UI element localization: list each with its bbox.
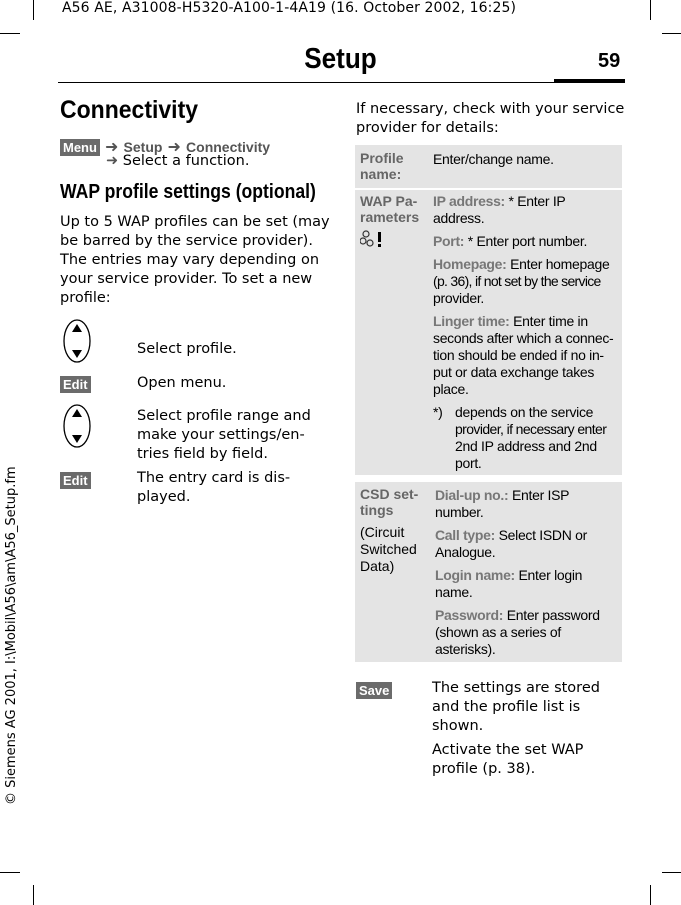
row-text: Enter/change name. xyxy=(433,151,554,167)
path-select-line xyxy=(106,152,249,171)
label-line: tings xyxy=(360,502,394,518)
sublabel-line: Data) xyxy=(360,558,395,574)
footnote xyxy=(433,404,619,472)
save-softkey xyxy=(356,680,392,699)
crop-mark xyxy=(0,872,20,873)
activate-line: Activate the set WAP xyxy=(432,742,584,758)
sublabel-line: Switched xyxy=(360,541,417,557)
network-warning-icon xyxy=(360,230,384,248)
footnote-mark: *) xyxy=(433,404,443,420)
save-line: shown. xyxy=(432,718,484,734)
path-select-text: Select a function. xyxy=(122,153,250,169)
step-line: Select profile range and xyxy=(137,408,311,424)
footnote-text xyxy=(455,404,619,472)
row-label xyxy=(360,486,418,518)
field-text: number. xyxy=(435,504,484,520)
row-text xyxy=(435,487,621,664)
step-line: tries field by field. xyxy=(137,446,268,462)
crop-mark xyxy=(0,33,20,34)
field-label: Homepage: xyxy=(433,256,507,272)
dial-up-entry xyxy=(435,487,621,521)
step-line: make your settings/en- xyxy=(137,427,305,443)
crop-mark xyxy=(662,33,681,34)
side-copyright: © Siemens AG 2001, I:\Mobil\A56\am\A56_Setup.fm xyxy=(4,466,19,805)
step-select-range xyxy=(137,407,311,464)
right-intro xyxy=(356,100,624,138)
page-title: Setup xyxy=(304,43,377,75)
intro-line: Up to 5 WAP profiles can be set (may xyxy=(60,214,330,230)
save-line: The settings are stored xyxy=(432,680,600,696)
field-text: put or data exchange takes xyxy=(433,364,595,380)
port-entry xyxy=(433,233,619,250)
ip-address-entry xyxy=(433,193,619,227)
field-text: Analogue. xyxy=(435,544,496,560)
field-text: name. xyxy=(435,584,473,600)
navigation-key-icon xyxy=(60,403,94,449)
field-text: place. xyxy=(433,381,469,397)
edit-softkey xyxy=(60,470,91,489)
field-text: * Enter IP xyxy=(508,193,566,209)
crop-mark xyxy=(650,885,651,905)
save-line: and the profile list is xyxy=(432,699,581,715)
save-softkey-label: Save xyxy=(356,682,392,699)
table-row-wap-parameters xyxy=(355,190,622,475)
crop-mark xyxy=(650,0,651,20)
row-label xyxy=(360,193,419,225)
step-line: The entry card is dis- xyxy=(137,470,291,486)
step-open-menu: Open menu. xyxy=(137,375,227,391)
field-text: tion should be ended if no in- xyxy=(433,347,604,363)
label-line: CSD set- xyxy=(360,486,419,502)
path-setup: Setup xyxy=(123,139,163,155)
field-text: Enter password xyxy=(506,607,600,623)
row-label xyxy=(360,150,404,182)
field-text: (p. 36), if not set by the service xyxy=(433,273,601,289)
footnote-line: 2nd IP address and 2nd xyxy=(455,438,597,454)
subheading: WAP profile settings (optional) xyxy=(60,181,316,203)
intro-line: profile: xyxy=(60,290,111,306)
menu-softkey: Menu xyxy=(60,139,100,156)
label-line: WAP Pa- xyxy=(360,193,418,209)
activate-description xyxy=(432,741,583,779)
intro-line: be barred by the service provider). xyxy=(60,233,313,249)
field-text: Enter ISP xyxy=(511,487,570,503)
navigation-key-icon xyxy=(60,318,94,364)
intro-paragraph xyxy=(60,213,330,308)
footnote-line: port. xyxy=(455,455,482,471)
call-type-entry xyxy=(435,527,621,561)
field-text: Select ISDN or xyxy=(498,527,587,543)
field-text: * Enter port number. xyxy=(467,233,588,249)
section-heading: Connectivity xyxy=(60,96,199,124)
field-text: (shown as a series of xyxy=(435,624,561,640)
login-name-entry xyxy=(435,567,621,601)
sublabel-line: (Circuit xyxy=(360,524,405,540)
table-row-csd-settings xyxy=(355,482,622,662)
crop-mark xyxy=(33,885,34,905)
field-label: Dial-up no.: xyxy=(435,487,509,503)
field-text: Enter homepage xyxy=(510,256,610,272)
edit-softkey-label: Edit xyxy=(60,472,91,489)
field-label: Call type: xyxy=(435,527,496,543)
edit-softkey-label: Edit xyxy=(60,376,91,393)
field-label: Linger time: xyxy=(433,313,510,329)
field-label: Password: xyxy=(435,607,504,623)
path-arrow-icon: ➜ xyxy=(167,137,181,156)
crop-mark xyxy=(662,872,681,873)
footnote-line: provider, if necessary enter xyxy=(455,421,607,437)
intro-line: provider for details: xyxy=(356,120,499,136)
label-line: rameters xyxy=(360,209,420,225)
path-arrow-icon: ➜ xyxy=(106,153,119,169)
row-text xyxy=(433,193,619,472)
field-text: asterisks). xyxy=(435,641,496,657)
header-rule xyxy=(58,82,625,83)
linger-time-entry xyxy=(433,313,619,398)
field-text: address. xyxy=(433,210,485,226)
path-connectivity: Connectivity xyxy=(186,139,271,155)
field-label: Port: xyxy=(433,233,465,249)
intro-line: The entries may vary depending on xyxy=(60,252,320,268)
intro-line: your service provider. To set a new xyxy=(60,271,313,287)
password-entry xyxy=(435,607,621,658)
field-label: Login name: xyxy=(435,567,515,583)
field-text: seconds after which a connec- xyxy=(433,330,614,346)
step-entry-card xyxy=(137,469,290,507)
footnote-line: depends on the service xyxy=(455,404,594,420)
field-text: Enter login xyxy=(518,567,583,583)
field-text: provider. xyxy=(433,290,484,306)
label-line: Profile xyxy=(360,150,404,166)
crop-mark xyxy=(33,0,34,20)
page-number-rule xyxy=(554,79,625,82)
homepage-entry xyxy=(433,256,619,307)
field-label: IP address: xyxy=(433,193,505,209)
row-sublabel xyxy=(360,524,417,575)
step-select-profile: Select profile. xyxy=(137,341,237,357)
save-description xyxy=(432,679,600,736)
edit-softkey xyxy=(60,374,91,393)
label-line: name: xyxy=(360,166,402,182)
page-number: 59 xyxy=(598,50,621,72)
intro-line: If necessary, check with your service xyxy=(356,101,625,117)
table-row-profile-name xyxy=(355,145,622,188)
document-info-line: A56 AE, A31008-H5320-A100-1-4A19 (16. October 2002, 16:25) xyxy=(62,0,517,16)
field-text: Enter time in xyxy=(513,313,588,329)
step-line: played. xyxy=(137,489,191,505)
path-arrow-icon: ➜ xyxy=(105,137,119,156)
activate-line: profile (p. 38). xyxy=(432,761,536,777)
